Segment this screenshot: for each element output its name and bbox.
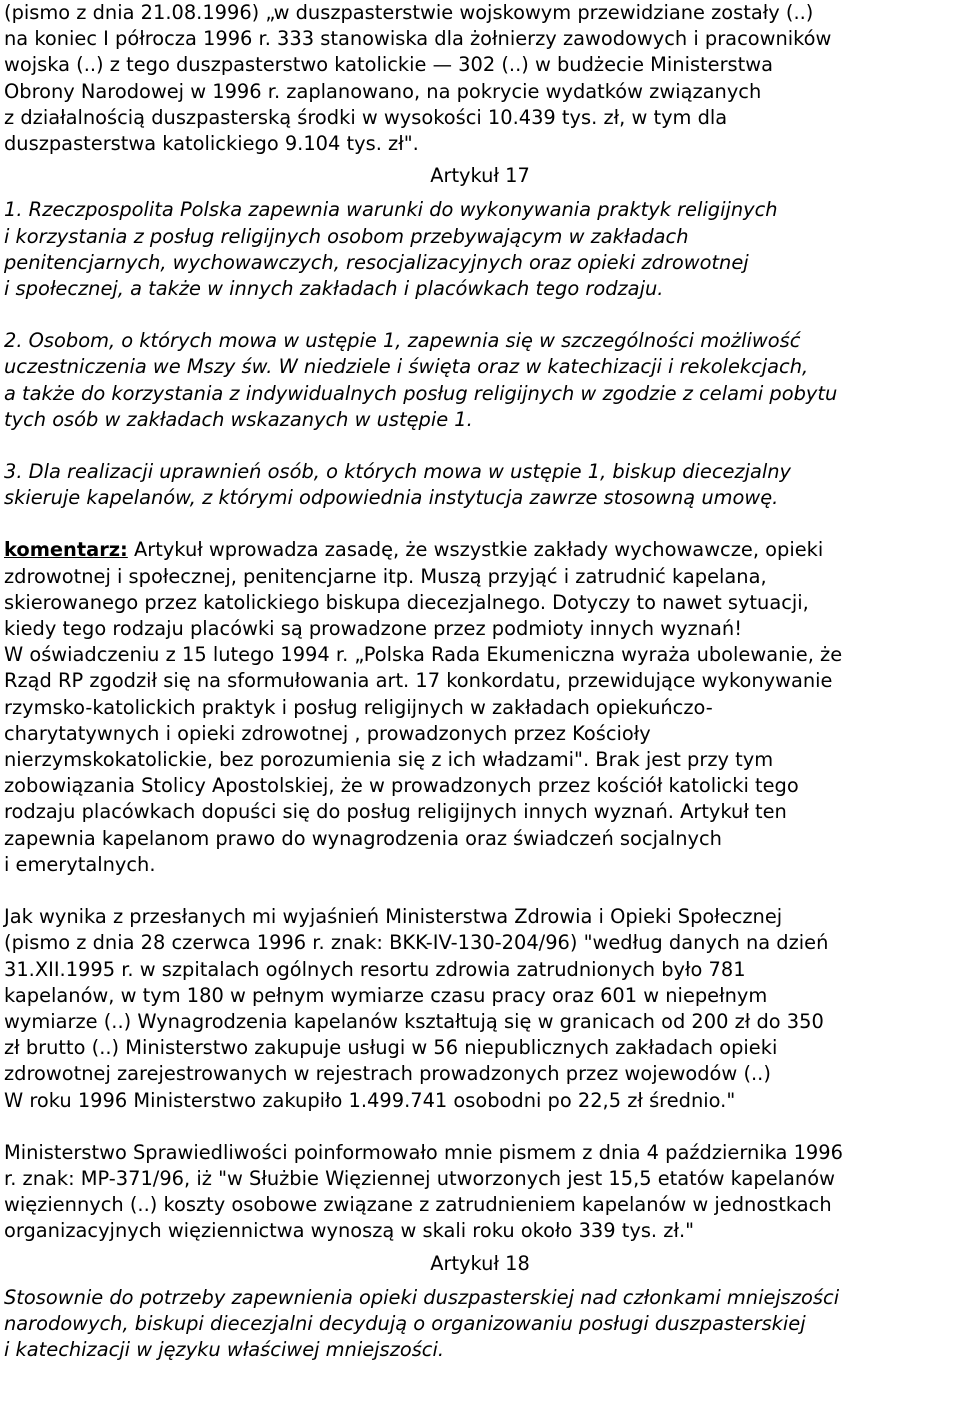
text-line: Ministerstwo Sprawiedliwości poinformowało mnie pismem z dnia 4 października 1996 xyxy=(4,1140,843,1164)
text-line: skierowanego przez katolickiego biskupa diecezjalnego. Dotyczy to nawet sytuacji, xyxy=(4,590,809,614)
intro-paragraph xyxy=(4,0,956,157)
text-line: W oświadczeniu z 15 lutego 1994 r. „Polska Rada Ekumeniczna wyraża ubolewanie, że xyxy=(4,643,843,667)
text-line: Obrony Narodowej w 1996 r. zaplanowano, na pokrycie wydatków związanych xyxy=(4,79,762,103)
text-line: Jak wynika z przesłanych mi wyjaśnień Ministerstwa Zdrowia i Opieki Społecznej xyxy=(4,905,783,929)
text-line: Stosownie do potrzeby zapewnienia opieki duszpasterskiej nad członkami mniejszości xyxy=(4,1285,840,1309)
text-line: i korzystania z posług religijnych osobom przebywającym w zakładach xyxy=(4,224,689,248)
text-line: W roku 1996 Ministerstwo zakupiło 1.499.741 osobodni po 22,5 zł średnio." xyxy=(4,1088,736,1112)
paragraph-gap xyxy=(4,433,956,459)
health-ministry-paragraph xyxy=(4,904,956,1114)
justice-ministry-paragraph xyxy=(4,1140,956,1245)
text-line: zł brutto (..) Ministerstwo zakupuje usługi w 56 niepublicznych zakładach opieki xyxy=(4,1036,778,1060)
comment-label: komentarz: xyxy=(4,538,128,562)
text-line: r. znak: MP-371/96, iż "w Służbie Więziennej utworzonych jest 15,5 etatów kapelanów xyxy=(4,1166,835,1190)
text-line: wojska (..) z tego duszpasterstwo katolickie — 302 (..) w budżecie Ministerstwa xyxy=(4,53,774,77)
text-line: narodowych, biskupi diecezjalni decydują o organizowaniu posługi duszpasterskiej xyxy=(4,1311,806,1335)
text-line: zdrowotnej i społecznej, penitencjarne itp. Muszą przyjąć i zatrudnić kapelana, xyxy=(4,564,767,588)
text-line: zdrowotnej zarejestrowanych w rejestrach prowadzonych przez wojewodów (..) xyxy=(4,1062,771,1086)
paragraph-gap xyxy=(4,1114,956,1140)
paragraph-gap xyxy=(4,878,956,904)
text-line: rzymsko-katolickich praktyk i posług religijnych w zakładach opiekuńczo- xyxy=(4,695,713,719)
text-line: charytatywnych i opieki zdrowotnej , prowadzonych przez Kościoły xyxy=(4,721,651,745)
text-line: i katechizacji w języku właściwej mniejszości. xyxy=(4,1338,445,1362)
text-line: 1. Rzeczpospolita Polska zapewnia warunki do wykonywania praktyk religijnych xyxy=(4,198,778,222)
text-line: więziennych (..) koszty osobowe związane z zatrudnieniem kapelanów w jednostkach xyxy=(4,1193,832,1217)
text-line: skieruje kapelanów, z którymi odpowiednia instytucja zawrze stosowną umowę. xyxy=(4,486,779,510)
text-line: a także do korzystania z indywidualnych posług religijnych w zgodzie z celami pobytu xyxy=(4,381,838,405)
text-line: (pismo z dnia 21.08.1996) „w duszpasterstwie wojskowym przewidziane zostały (..) xyxy=(4,1,814,24)
text-line: 3. Dla realizacji uprawnień osób, o których mowa w ustępie 1, biskup diecezjalny xyxy=(4,460,792,484)
article-17-heading: Artykuł 17 xyxy=(430,164,530,188)
text-line: z działalnością duszpasterską środki w wysokości 10.439 tys. zł, w tym dla xyxy=(4,105,728,129)
text-line: 2. Osobom, o których mowa w ustępie 1, zapewnia się w szczególności możliwość xyxy=(4,329,801,353)
text-line: uczestniczenia we Mszy św. W niedziele i święta oraz w katechizacji i rekolekcjach, xyxy=(4,355,809,379)
text-line: wymiarze (..) Wynagrodzenia kapelanów kształtują się w granicach od 200 zł do 350 xyxy=(4,1009,824,1033)
text-line xyxy=(4,537,956,563)
text-line: (pismo z dnia 28 czerwca 1996 r. znak: BKK-IV-130-204/96) "według danych na dzień xyxy=(4,931,829,955)
text-line: zobowiązania Stolicy Apostolskiej, że w prowadzonych przez kościół katolicki tego xyxy=(4,774,799,798)
text-line: rodzaju placówkach dopuści się do posług religijnych innych wyznań. Artykuł ten xyxy=(4,800,787,824)
text-line: 31.XII.1995 r. w szpitalach ogólnych resortu zdrowia zatrudnionych było 781 xyxy=(4,957,746,981)
paragraph-gap xyxy=(4,302,956,328)
text-line: duszpasterstwa katolickiego 9.104 tys. zł". xyxy=(4,132,419,156)
text-line: penitencjarnych, wychowawczych, resocjalizacyjnych oraz opieki zdrowotnej xyxy=(4,250,749,274)
text-line: kiedy tego rodzaju placówki są prowadzone przez podmioty innych wyznań! xyxy=(4,617,742,641)
text-line: i emerytalnych. xyxy=(4,852,156,876)
paragraph-gap xyxy=(4,511,956,537)
article-17-paragraph-3 xyxy=(4,459,956,511)
text-line: nierzymskokatolickie, bez porozumienia się z ich władzami". Brak jest przy tym xyxy=(4,748,774,772)
comment-paragraph xyxy=(4,537,956,878)
article-18-heading: Artykuł 18 xyxy=(430,1251,530,1275)
text-line: i społecznej, a także w innych zakładach i placówkach tego rodzaju. xyxy=(4,277,664,301)
text-line: organizacyjnych więziennictwa wynoszą w skali roku około 339 tys. zł." xyxy=(4,1219,695,1243)
text-line: tych osób w zakładach wskazanych w ustępie 1. xyxy=(4,407,473,431)
comment-first-line: Artykuł wprowadza zasadę, że wszystkie zakłady wychowawcze, opieki xyxy=(127,538,824,562)
article-17-paragraph-1 xyxy=(4,197,956,302)
text-line: kapelanów, w tym 180 w pełnym wymiarze czasu pracy oraz 601 w niepełnym xyxy=(4,983,768,1007)
text-line: na koniec I półrocza 1996 r. 333 stanowiska dla żołnierzy zawodowych i pracowników xyxy=(4,27,832,51)
article-18-paragraph xyxy=(4,1285,956,1364)
text-line: zapewnia kapelanom prawo do wynagrodzenia oraz świadczeń socjalnych xyxy=(4,826,722,850)
article-17-paragraph-2 xyxy=(4,328,956,433)
text-line: Rząd RP zgodził się na sformułowania art. 17 konkordatu, przewidujące wykonywanie xyxy=(4,669,833,693)
